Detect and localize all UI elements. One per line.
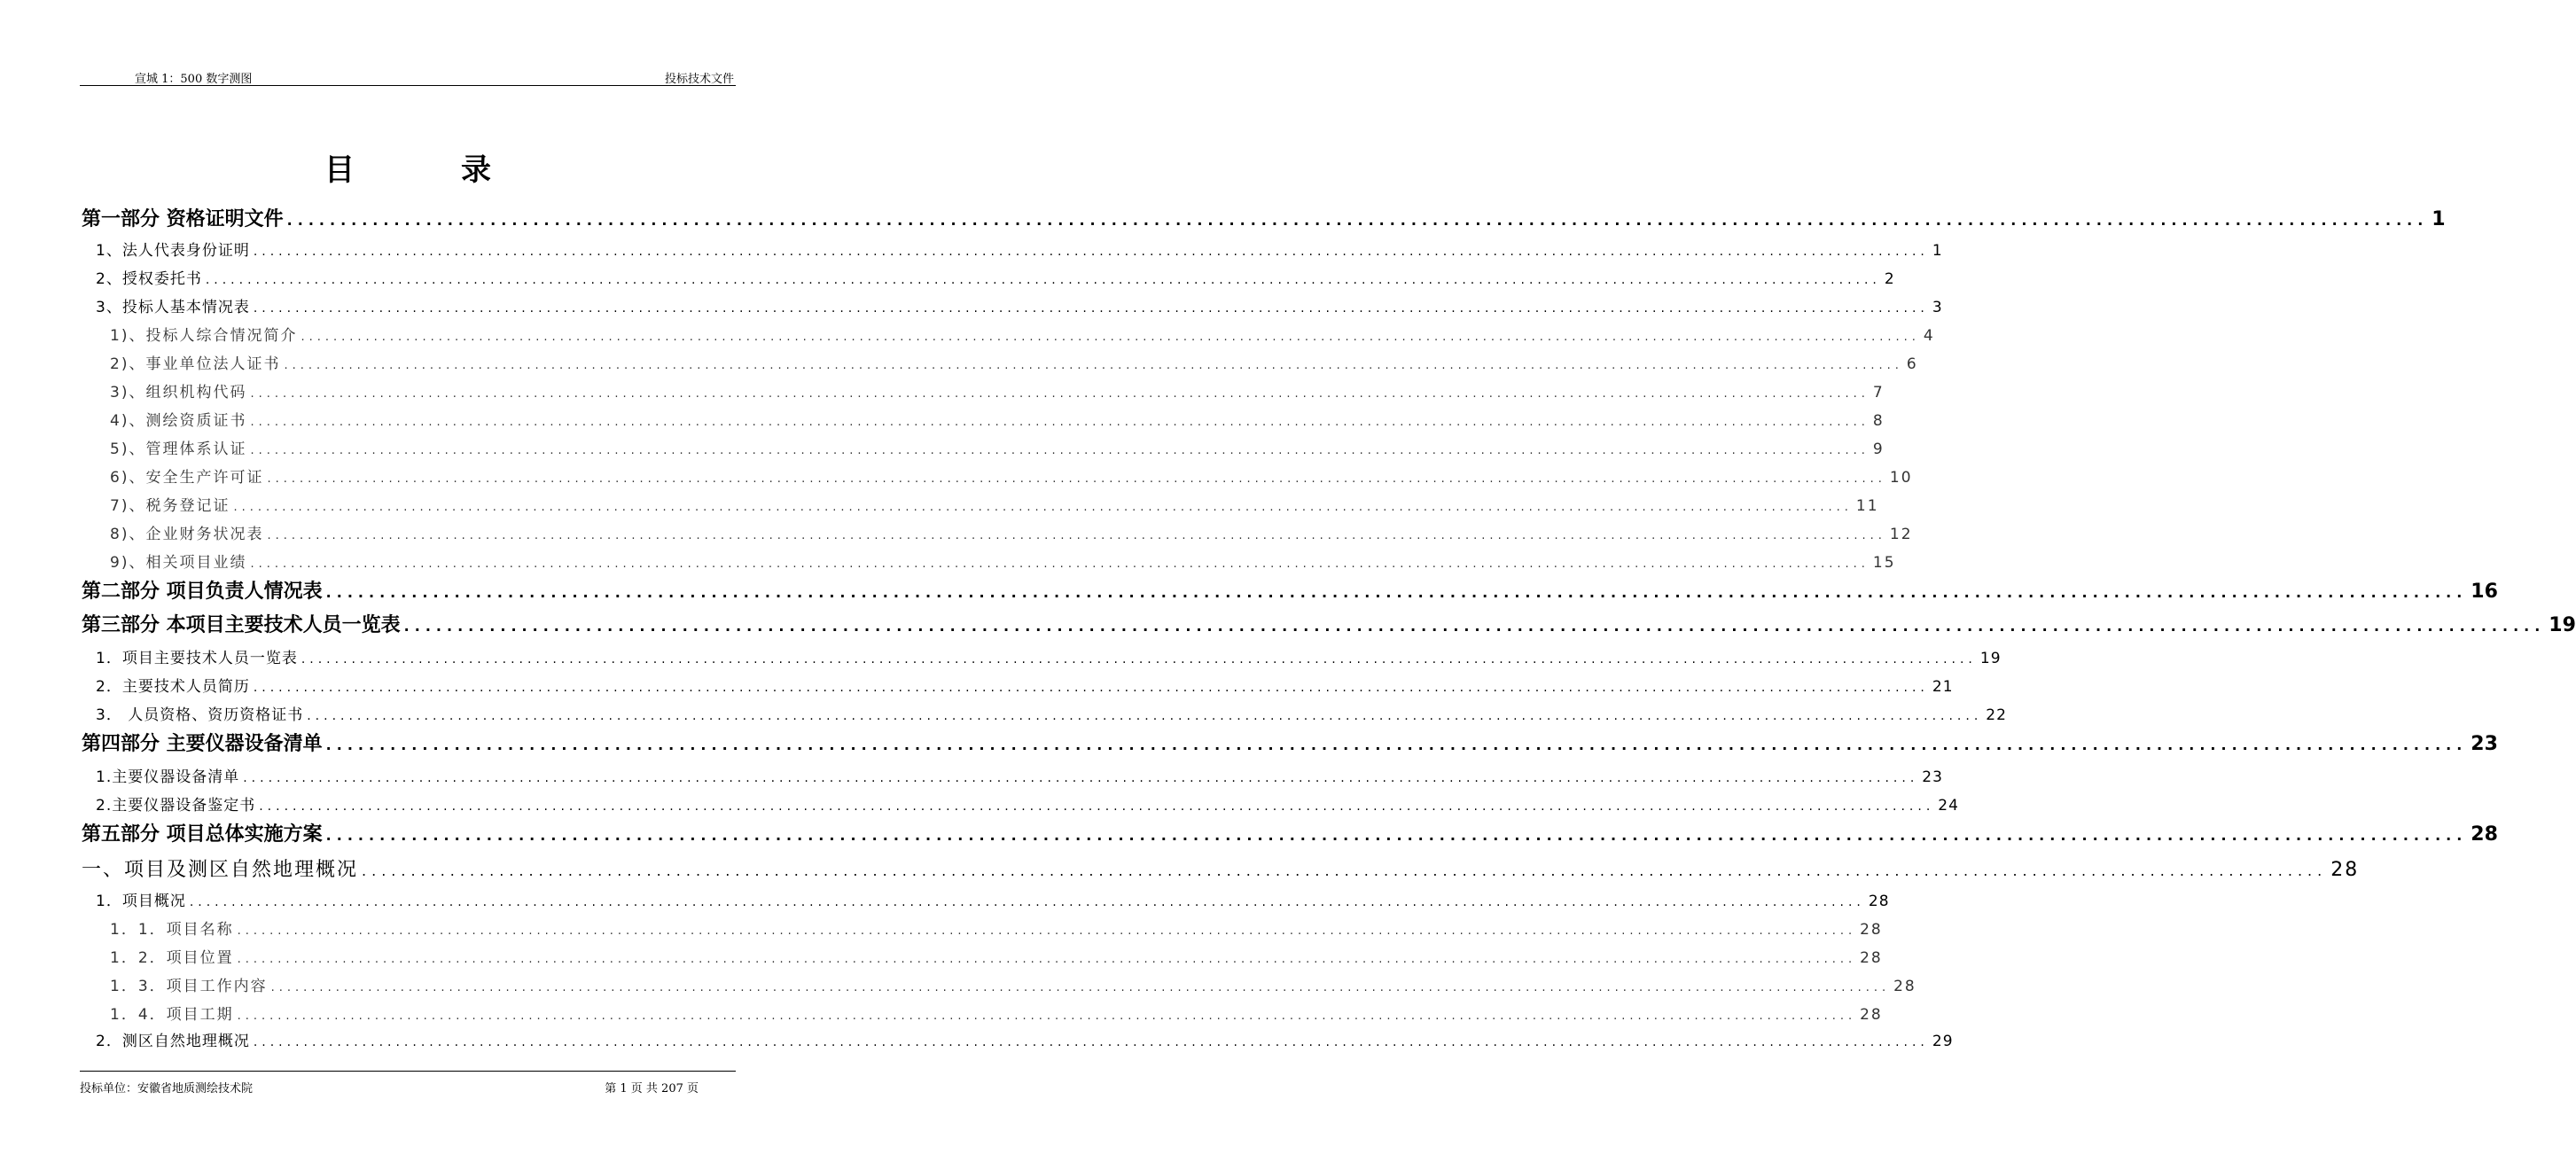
toc-entry-label: 1．2．项目位置 <box>110 949 234 967</box>
toc-dot-leader: ........................................................................................................................................................................................................ <box>237 1010 1857 1023</box>
toc-entry-page: 15 <box>1872 554 1896 572</box>
toc-entry-label: 6)、安全生产许可证 <box>110 469 264 487</box>
toc-dot-leader: ........................................................................................................................................................................................................ <box>250 387 1870 401</box>
toc-dot-leader: ........................................................................................................................................................................................................ <box>301 331 1920 344</box>
toc-entry[interactable] <box>82 521 1913 543</box>
toc-entry[interactable] <box>82 464 1913 487</box>
toc-dot-leader: ........................................................................................................................................................................................................ <box>243 771 1919 785</box>
toc-entry[interactable] <box>82 238 1943 260</box>
toc-entry[interactable] <box>82 379 1885 402</box>
toc-dot-leader: ........................................................................................................................................................................................................ <box>237 953 1857 966</box>
toc-entry-page: 29 <box>1932 1033 1954 1050</box>
toc-entry-page: 21 <box>1932 678 1954 696</box>
toc-entry[interactable] <box>82 764 1943 786</box>
toc-dot-leader: ........................................................................................................................................................................................................ <box>253 301 1929 316</box>
toc-entry-label: 1．项目主要技术人员一览表 <box>96 650 298 667</box>
toc-entry[interactable] <box>82 266 1895 288</box>
toc-entry[interactable] <box>82 436 1885 458</box>
toc-entry[interactable] <box>82 550 1896 572</box>
toc-dot-leader: ........................................................................................................................................................................................................ <box>237 924 1857 938</box>
toc-dot-leader: ........................................................................................................................................................................................................ <box>270 981 1891 994</box>
toc-entry-page: 2 <box>1884 270 1895 288</box>
toc-entry-page: 28 <box>2471 823 2498 846</box>
toc-entry-page: 7 <box>1872 384 1885 402</box>
toc-entry[interactable] <box>82 674 1954 696</box>
toc-entry-page: 1 <box>1932 242 1943 260</box>
page-footer <box>80 1071 736 1096</box>
toc-entry[interactable] <box>82 916 1883 939</box>
toc-entry-label: 一、项目及测区自然地理概况 <box>82 859 359 881</box>
toc-dot-leader: ........................................................................................................................................................................................................ <box>253 245 1929 259</box>
toc-entry[interactable] <box>82 1028 1954 1050</box>
toc-entry[interactable] <box>82 819 2498 846</box>
toc-entry-page: 1 <box>2432 208 2446 230</box>
footer-left: 投标单位：安徽省地质测绘技术院 <box>80 1082 254 1096</box>
toc-dot-leader: ........................................................................................................................................................................................................ <box>233 501 1853 514</box>
toc-entry-page: 28 <box>1893 978 1916 995</box>
toc-entry-page: 8 <box>1872 412 1885 430</box>
toc-entry-label: 2.主要仪器设备鉴定书 <box>96 797 256 815</box>
toc-entry[interactable] <box>82 729 2498 756</box>
page-header <box>80 69 736 86</box>
toc-entry-label: 1．3．项目工作内容 <box>110 978 268 995</box>
toc-entry-page: 28 <box>2330 859 2360 881</box>
toc-dot-leader: ........................................................................................................................................................................................................ <box>189 895 1865 909</box>
toc-entry-page: 23 <box>2471 733 2498 755</box>
toc-entry[interactable] <box>82 945 1883 967</box>
toc-dot-leader: ........................................................................................................................................................................................................ <box>325 737 2468 753</box>
header-right: 投标技术文件 <box>664 73 734 86</box>
toc-entry[interactable] <box>82 204 2446 231</box>
toc-entry-page: 23 <box>1922 768 1943 786</box>
toc-dot-leader: ........................................................................................................................................................................................................ <box>403 618 2546 635</box>
toc-entry-label: 1．项目概况 <box>96 893 186 910</box>
toc-entry-label: 第二部分 项目负责人情况表 <box>82 581 323 603</box>
toc-entry-label: 3)、组织机构代码 <box>110 384 247 402</box>
toc-dot-leader: ........................................................................................................................................................................................................ <box>267 472 1886 486</box>
toc-entry[interactable] <box>82 493 1879 515</box>
toc-entry-label: 1、法人代表身份证明 <box>96 242 250 260</box>
toc-entry-page: 3 <box>1932 299 1943 316</box>
toc-dot-leader: ........................................................................................................................................................................................................ <box>286 212 2429 229</box>
toc-entry-label: 2．测区自然地理概况 <box>96 1033 250 1050</box>
toc-entry-page: 11 <box>1855 497 1879 515</box>
toc-dot-leader: ........................................................................................................................................................................................................ <box>325 827 2468 844</box>
toc-dot-leader: ........................................................................................................................................................................................................ <box>307 709 1983 723</box>
toc-entry-label: 3． 人员资格、资历资格证书 <box>96 706 304 724</box>
toc-entry-page: 9 <box>1872 441 1885 458</box>
toc-entry-label: 9)、相关项目业绩 <box>110 554 247 572</box>
toc-entry-label: 5)、管理体系认证 <box>110 441 247 458</box>
toc-entry-label: 3、投标人基本情况表 <box>96 299 250 316</box>
toc-dot-leader: ........................................................................................................................................................................................................ <box>284 359 1903 372</box>
toc-entry-label: 第一部分 资格证明文件 <box>82 208 284 230</box>
toc-entry-label: 8)、企业财务状况表 <box>110 526 264 543</box>
toc-entry-page: 4 <box>1923 327 1935 345</box>
toc-entry-label: 1.主要仪器设备清单 <box>96 768 240 786</box>
toc-entry-page: 19 <box>1979 650 2002 667</box>
toc-entry[interactable] <box>82 351 1918 373</box>
toc-dot-leader: ........................................................................................................................................................................................................ <box>205 273 1881 287</box>
toc-entry-page: 19 <box>2549 614 2576 636</box>
toc-entry-label: 2．主要技术人员简历 <box>96 678 250 696</box>
header-left: 宣城 1：500 数字测图 <box>135 73 253 86</box>
toc-dot-leader: ........................................................................................................................................................................................................ <box>259 799 1935 814</box>
toc-entry-page: 28 <box>1868 893 1890 910</box>
toc-entry-page: 28 <box>1860 1006 1883 1024</box>
toc-entry-page: 12 <box>1889 526 1913 543</box>
toc-entry-label: 7)、税务登记证 <box>110 497 230 515</box>
toc-entry-page: 28 <box>1860 949 1883 967</box>
toc-entry[interactable] <box>82 645 2002 667</box>
toc-entry[interactable] <box>82 408 1885 430</box>
toc-entry[interactable] <box>82 610 2576 637</box>
toc-entry-label: 2、授权委托书 <box>96 270 202 288</box>
toc-entry-page: 24 <box>1938 797 1959 815</box>
toc-entry[interactable] <box>82 854 2360 882</box>
toc-entry-page: 6 <box>1906 355 1918 373</box>
toc-entry-label: 2)、事业单位法人证书 <box>110 355 281 373</box>
toc-entry-page: 16 <box>2471 581 2498 603</box>
toc-entry-label: 1．4．项目工期 <box>110 1006 234 1024</box>
toc-entry-page: 22 <box>1986 706 2007 724</box>
toc-entry[interactable] <box>82 888 1890 910</box>
toc-dot-leader: ........................................................................................................................................................................................................ <box>250 444 1870 457</box>
toc-entry[interactable] <box>82 294 1943 316</box>
toc-entry-page: 28 <box>1860 921 1883 939</box>
toc-dot-leader: ........................................................................................................................................................................................................ <box>250 416 1870 429</box>
toc-dot-leader: ........................................................................................................................................................................................................ <box>362 862 2328 879</box>
toc-entry-label: 4)、测绘资质证书 <box>110 412 247 430</box>
toc-entry-page: 10 <box>1889 469 1913 487</box>
title-char-2: 录 <box>461 152 491 188</box>
toc-dot-leader: ........................................................................................................................................................................................................ <box>253 681 1929 695</box>
toc-entry[interactable] <box>82 973 1916 995</box>
footer-page-number: 第 1 页 共 207 页 <box>605 1082 699 1096</box>
toc-entry-label: 第三部分 本项目主要技术人员一览表 <box>82 614 401 636</box>
toc-dot-leader: ........................................................................................................................................................................................................ <box>301 652 1977 667</box>
toc-dot-leader: ........................................................................................................................................................................................................ <box>253 1035 1929 1049</box>
toc-entry[interactable] <box>82 792 1959 815</box>
toc-entry[interactable] <box>82 576 2498 604</box>
toc-dot-leader: ........................................................................................................................................................................................................ <box>250 558 1870 571</box>
toc-entry-label: 1)、投标人综合情况简介 <box>110 327 298 345</box>
toc-entry[interactable] <box>82 702 2007 724</box>
page-title <box>0 145 816 189</box>
toc-entry[interactable] <box>82 1002 1883 1024</box>
toc-entry[interactable] <box>82 323 1935 345</box>
title-char-1: 目 <box>324 152 355 188</box>
toc-entry-label: 第五部分 项目总体实施方案 <box>82 823 323 846</box>
toc-dot-leader: ........................................................................................................................................................................................................ <box>325 584 2468 601</box>
toc-entry-label: 1．1．项目名称 <box>110 921 234 939</box>
toc-entry-label: 第四部分 主要仪器设备清单 <box>82 733 323 755</box>
toc-dot-leader: ........................................................................................................................................................................................................ <box>267 529 1886 542</box>
